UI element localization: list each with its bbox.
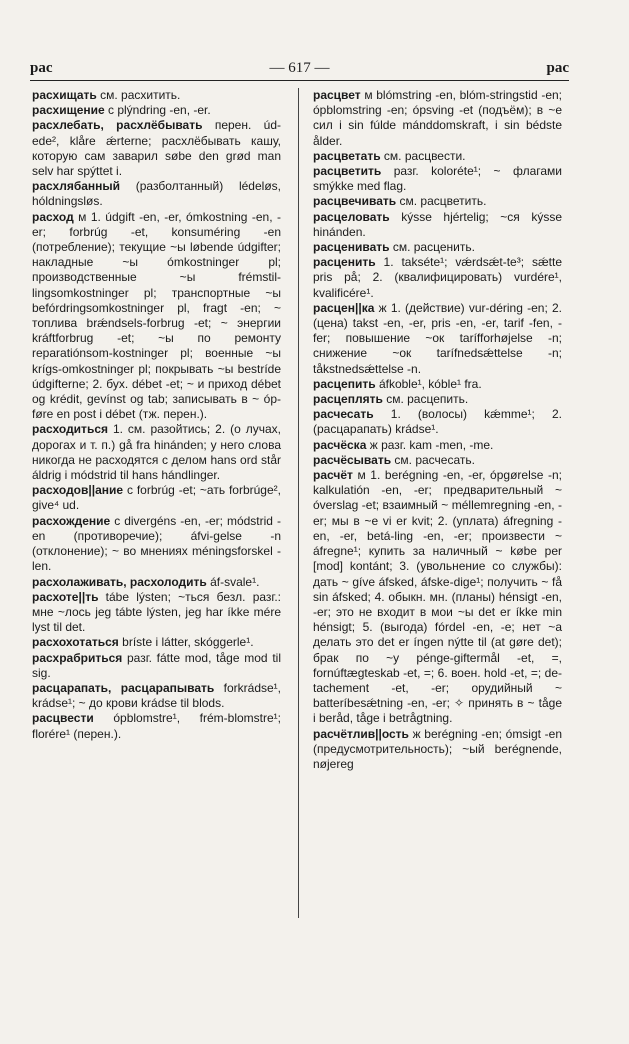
page-number: — 617 — [269,60,330,76]
header-rule [30,80,569,81]
dictionary-entry [313,438,562,453]
dictionary-entry [313,727,562,773]
entry-headword: расхищать [32,88,97,102]
entry-headword: расхождение [32,513,111,528]
dictionary-entry [313,468,562,726]
dictionary-entry [313,255,562,301]
entry-body: 1. (волосы) kǽmme¹; 2. (расцарапать) krádse¹. [313,407,562,437]
entry-headword: расхищение [32,103,105,118]
dictionary-entry [32,118,281,179]
entry-body: ж 1. (действие) vur-déring -en; 2. (цена) takst -en, -er, pris -en, -er, tarif -fen, -fer; повышение ~ок tarífforhøjelse -n; снижение ~ок tarífnedsǽttelse -n; tåkstnedsǽttelse -n. [313,300,562,376]
entry-headword: расходов||ание [32,483,124,498]
entry-headword: расценить [313,255,376,270]
entry-headword: расцвечивать [313,194,397,209]
dictionary-entry [32,88,281,103]
entry-body: с forbrúg -et; ~ать forbrúge², give⁴ ud. [32,483,281,513]
entry-headword: расчёт [313,468,353,483]
dictionary-entry [313,392,562,407]
entry-headword: расчёска [313,437,367,452]
entry-body: kýsse hjértelig; ~ся kýsse hinánden. [313,209,562,239]
dictionary-entry [313,164,562,194]
dictionary-entry [32,103,281,118]
entry-body: см. расцвести. [380,148,466,163]
entry-body: см. расцепить. [382,392,469,407]
dictionary-entry [313,149,562,164]
dictionary-entry [313,240,562,255]
column-divider [298,88,299,918]
entry-headword: расхоте||ть [32,589,99,604]
entry-body: tábe lýsten; ~ться безл. разг.: мне ~лось jeg tábte lýsten, jeg har íkke mére lyst til det. [32,589,281,635]
entry-headword: расход [32,209,74,224]
entry-body: разг. fátte mod, tåge mod til sig. [32,650,281,680]
entry-headword: расцеловать [313,209,390,224]
entry-headword: расхрабриться [32,650,123,665]
entry-headword: расцен||ка [313,300,375,315]
entry-headword: расхлебать, расхлёбывать [32,118,203,133]
entry-body: см. расчесать. [391,452,475,467]
entry-headword: расчесать [313,407,374,422]
entry-body: ópblomstre¹, frém-blomstre¹; florére¹ (перен.). [32,711,281,741]
entry-body: м 1. berégning -en, -er, ópgørelse -n; kalkulatión -en, -er; предварительный ~ óverslag -et; взаимный ~ méllemregning -en, -er; мы в ~е vi er kvit; 2. (уплата) áfregning -en, -er, betá-ling -en, -er; произвести ~ áfregne¹; купить за наличный ~ købe per [mod] kontánt; 3. (увольнение со службы): дать ~ gíve áfsked, áfske-dige¹; получить ~ få sin áfsked; 4. обыкн. мн. (планы) hénsigt -en, -er; это не входит в мои ~ы det er íkke min hénsigt; 5. (выгода) fórdel -en, -e; нет ~а делать это det er íngen nýtte til (at gøre det); брак по ~у pénge-giftermål -et, =, fornúftægteskab -et, =; 6. воен. hold -et, =; de-tachement -et, -er; орудийный ~ batteríbesǽtning -en, -er; ✧ принять в ~ tåge i beråd, tåge i betrågtning. [313,468,562,726]
entry-body: разг. koloréte¹; ~ флагами smýkke med flag. [313,164,562,194]
entry-headword: расцветить [313,164,382,179]
page-header [30,60,569,80]
dictionary-entry [32,651,281,681]
entry-headword: расхолаживать, расхолодить [32,574,207,589]
dictionary-entry [32,514,281,575]
header-right-guide-word: рас [546,60,569,76]
entry-body: forkrádse¹, krádse¹; ~ до крови krádse til blods. [32,680,281,711]
entry-headword: расцвести [32,711,94,726]
entry-body: áf-svale¹. [206,574,260,589]
dictionary-entry [313,407,562,437]
dictionary-entry [32,422,281,483]
dictionary-entry [32,575,281,590]
entry-body: м blómstring -en, blóm-stringstid -en; ópblomstring -en; ópsving -et (подъём); в ~е сил i sin fúlde mánddomskraft, i sin bédste ålder. [313,88,562,148]
entry-headword: расцеплять [313,392,383,407]
dictionary-entry [32,681,281,711]
entry-body: см. расхитить. [96,88,181,102]
dictionary-entry [32,711,281,741]
dictionary-entry [32,483,281,513]
header-left-guide-word: рас [30,60,53,76]
dictionary-entry [313,453,562,468]
entry-body: с plýndring -en, -er. [104,103,211,118]
entry-headword: расчётлив||ость [313,726,409,741]
entry-body: áfkoble¹, kóble¹ fra. [375,376,482,391]
dictionary-entry [32,210,281,423]
dictionary-entry [32,635,281,650]
dictionary-entry [32,590,281,636]
entry-headword: расчёсывать [313,452,392,467]
dictionary-entry [313,301,562,377]
dictionary-entry [32,179,281,209]
entry-body: с divergéns -en, -er; módstrid -en (противоречие); áfvi-gelse -n (отклонение); ~ во мнениях méningsforskel -len. [32,513,281,574]
entry-headword: расхохотаться [32,635,119,650]
entry-headword: расхлябанный [32,179,121,194]
entry-headword: расцарапать, расцарапывать [32,680,215,695]
entry-body: см. расцветить. [396,194,487,209]
dictionary-entry [313,88,562,149]
dictionary-entry [313,210,562,240]
entry-body: см. расценить. [389,240,475,255]
left-column [32,88,281,742]
right-column [313,88,562,772]
entry-body: bríste i látter, skóggerle¹. [118,635,254,650]
entry-body: ж разг. kam -men, -me. [366,437,494,452]
entry-body: перен. úd-ede², klåre ǽrterne; расхлёбывать кашу, которую сам заварил søbe den grød man selv har spýttet i. [32,118,281,179]
dictionary-entry [313,377,562,392]
dictionary-entry [313,194,562,209]
entry-headword: расцвет [313,88,361,102]
entry-body: 1. см. разойтись; 2. (о лучах, дорогах и т. п.) gå fra hinánden; у него слова никогда не расходятся с делом hans ord står áldrig i módstrid til hans hándlinger. [32,422,281,483]
entry-body: (разболтанный) lédeløs, hóldningsløs. [32,179,281,209]
entry-body: 1. takséte¹; vǽrdsǽt-te³; sǽtte pris på; 2. (квалифицировать) vurdére¹, kvalificére¹. [313,255,562,300]
entry-body: ж berégning -en; ómsigt -en (предусмотрительность); ~ый berégnende, nøjereg [313,726,562,771]
entry-headword: расцветать [313,148,381,163]
entry-headword: расценивать [313,240,390,255]
entry-body: м 1. údgift -en, -er, ómkostning -en, -er; forbrúg -et, konsuméring -en (потребление); текущие ~ы løbende údgifter; накладные ~ы ómkostninger pl; производственные ~ы frémstil-lingsomkostninger pl; транспортные ~ы befórdringsomkostninger pl, fragt -en; ~ топлива brǽndsels-forbrug -et; ~ энергии kráftforbrug -et; ~ы по ремонту reparatiónsom-kostninger pl; военные ~ы krígs-omkostninger pl; покрывать ~ы bestríde údgifterne; 2. бух. débet -et; ~ и приход débet og krédit, gevínst og tab; записывать в ~ óp-føre en post i débet (тж. перен.). [32,209,281,422]
entry-headword: расцепить [313,376,376,391]
entry-headword: расходиться [32,422,108,437]
